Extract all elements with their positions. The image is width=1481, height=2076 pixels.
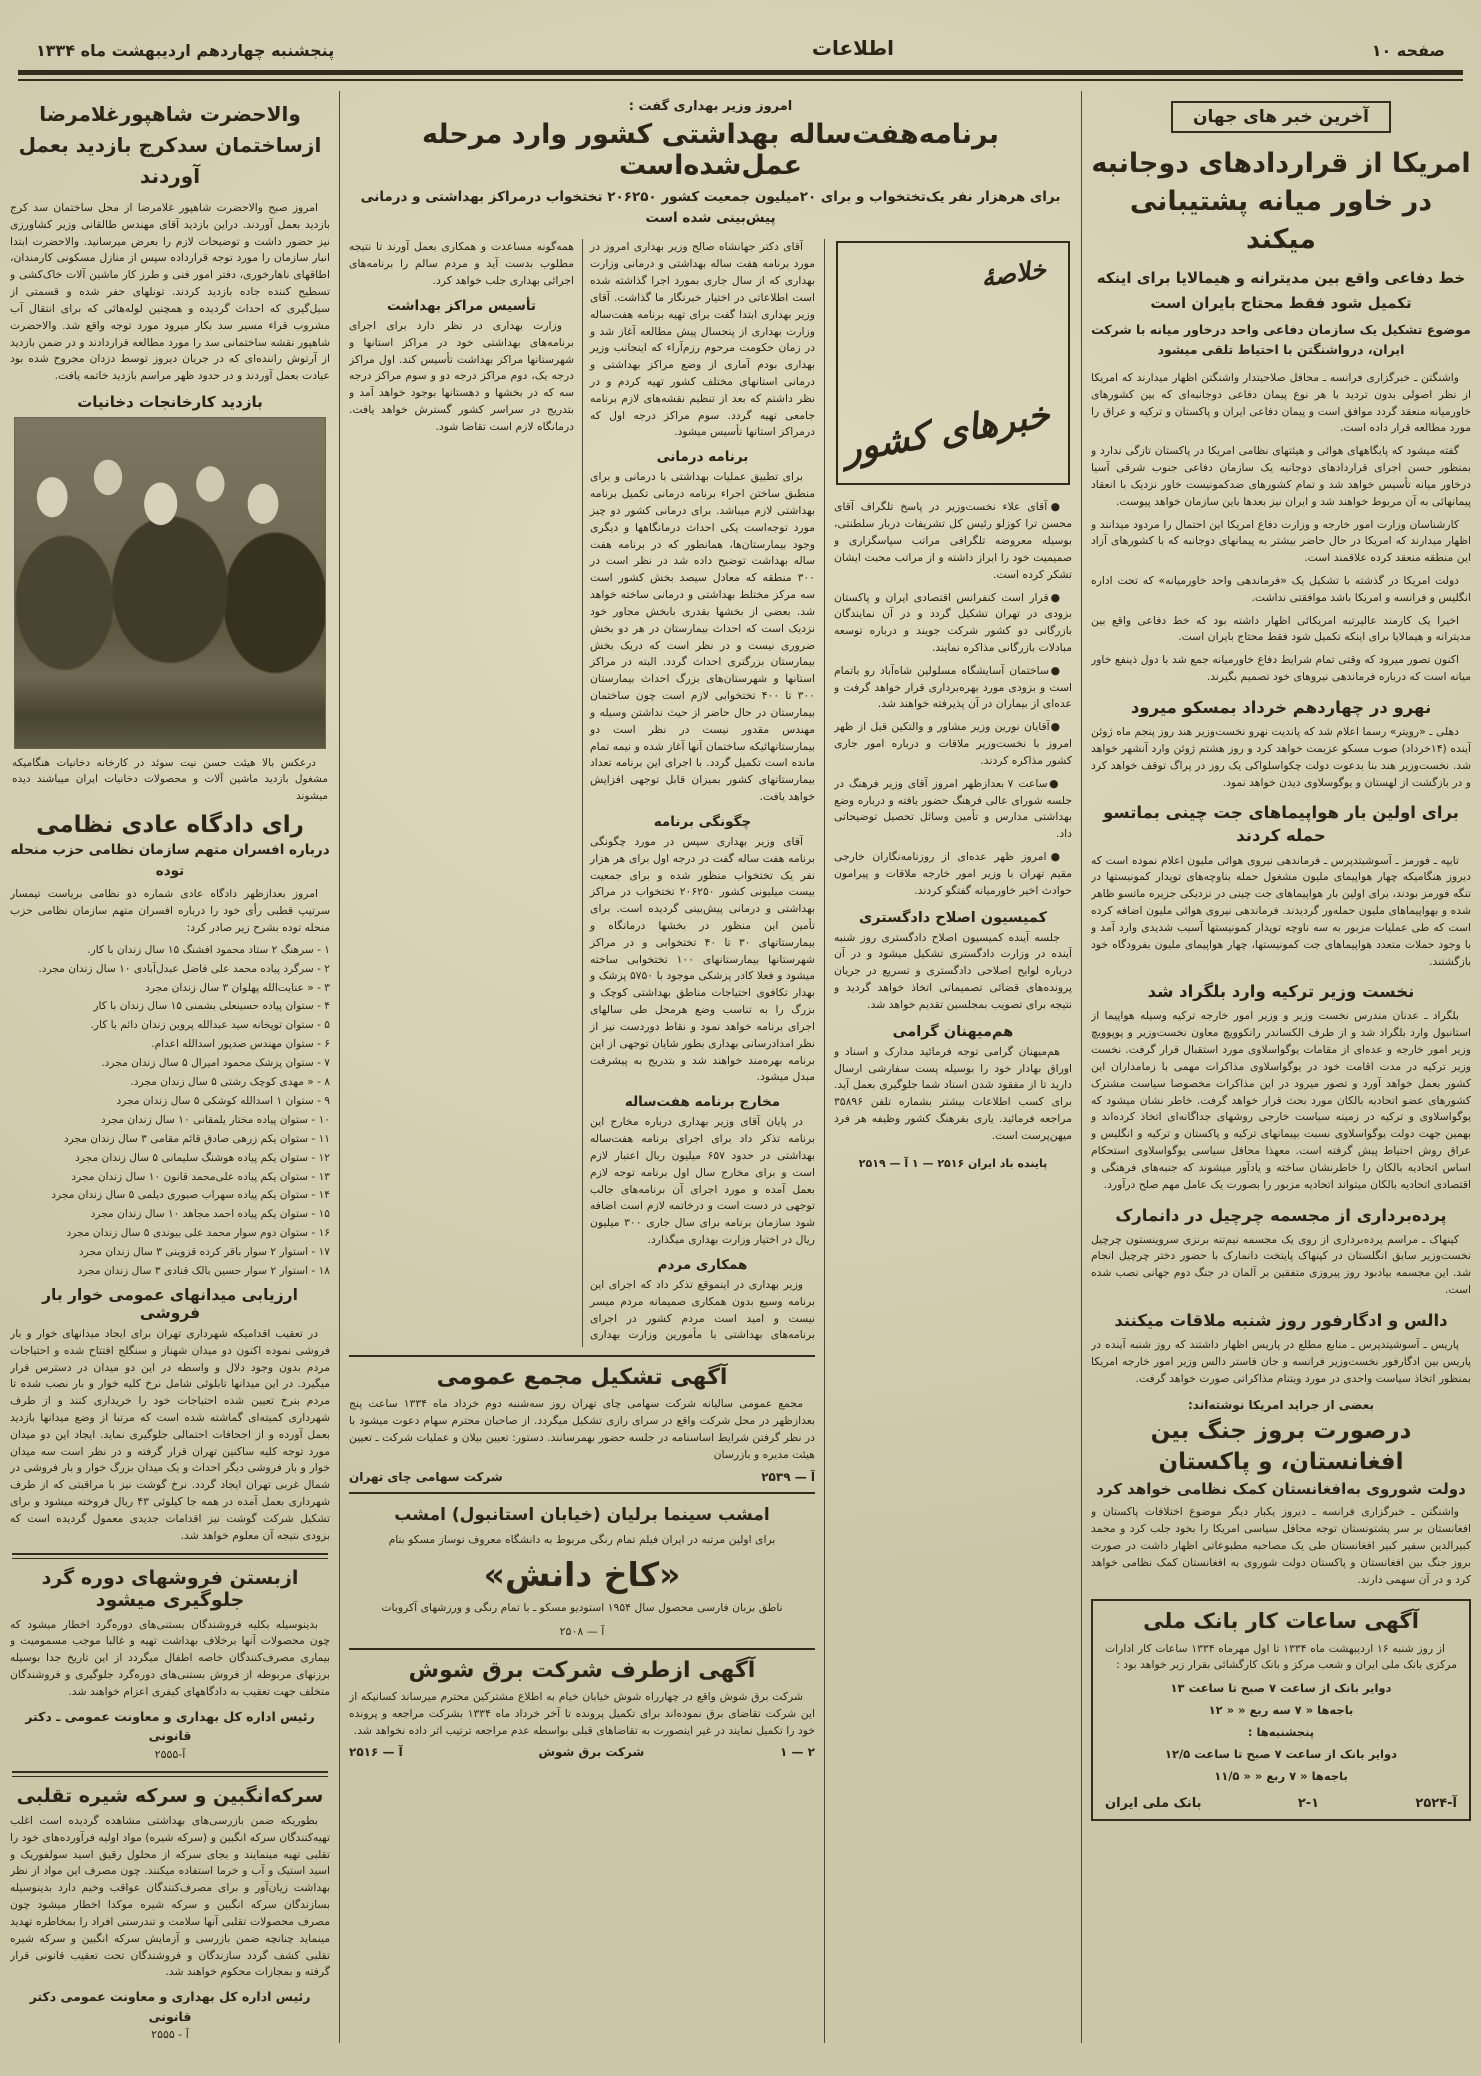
court-verdict-item: ۶ - ستوان مهندس صدپور اسدالله اعدام. bbox=[151, 1038, 330, 1051]
country-brief-item: ●ساعت ۷ بعدازظهر امروز آقای وزیر فرهنگ در جلسه شورای عالی فرهنگ حضور یافته و درباره وضع بهداشتی مدارس و تأمین وسائل تحصیل توضیحاتی داد. bbox=[834, 776, 1072, 841]
world-section-body: پاریس ـ آسوشیتدپرس ـ منابع مطلع در پاریس اظهار داشتند که روز شنبه آینده در پاریس بین ادگارفور نخست‌وزیر فرانسه و جان فاستر دالس وزیر امور خارجه امریکا بمنظور اتخاذ سیاست واحدی در مورد ویتنام مذاکراتی صورت خواهد گرفت. bbox=[1091, 1338, 1471, 1385]
markets-body: در تعقیب اقدامیکه شهرداری تهران برای ایجاد میدانهای خوار و بار فروشی نموده اکنون دو میدان شهناز و سنگلج افتتاح شده و احتیاجات مردم بدون وجود دلال و واسطه در این دو میدان در دسترس قرار میگیرد. در این میدانها تابلوئی شامل نرخ کلیه خوار و بار نصب شده تا مردم بنرخ تعیین شده احتیاجات خود را خریداری کنند و از طرف شهرداری کمیته‌ای گماشته شده است که مرتبا از وضع میدانها بازدید بعمل آورده و از اجحافات احتمالی جلوگیری نماید. ایجاد این دو میدان مورد توجه کلیه ساکنین تهران قرار گرفته و در نظر است سه میدان خوار و بار فروشی دیگر احداث و یک میدان بزرگ خوار و بار فروشی در شمال غربی تهران ایجاد گردد. نرخ گوشت نیز با مراقبتی که از طرف شهرداری بعمل آمده در همه جا کیلوئی ۴۳ ریال فروخته میشود و برای تشکیل شرکت گوشت نیز اقدامات جدیدی معمول گردیده است که بزودی نتیجه آن معلوم خواهد شد. bbox=[10, 1326, 330, 1542]
ad-rule bbox=[349, 1648, 815, 1650]
health-section bbox=[590, 1094, 815, 1249]
health-section-body: برای تطبیق عملیات بهداشتی با درمانی و برای منطبق ساختن اجراء برنامه درمانی تکمیل برنامه بهداشتی لازم میباشد. برای درمانی کشور دو چیز مورد توجه‌است یکی احداث درمانگاهها و دیگری وجود بیمارستان‌ها، همانطور که در برنامه هفت ساله بهداشت توضیح داده شد در نظر است در ۳۰۰ منطقه که معادل سیصد بخش کشور است سه مرکز مختلط بهداشتی و درمانی ساخته خواهد شد. بعضی از بخشها بقدری بابخش مجاور خود نزدیک است که احداث بیمارستان در هر دو بخش ضروری نیست و در نظر است که دریک بخش بیمارستان بزرگتری احداث گردد. البته در مراکز استانها و شهرستان‌های بزرگ احداث بیمارستان ۳۰۰ تا ۴۰۰ تختخوابی لازم است چون ساختمان بیمارستان در حال حاضر از حیث نداشتن وسیله و مهندس مقدور نیست در نظر است دو بیمارستانهائیکه ساختمان آنها آغاز شده و نیمه تمام مانده است تکمیل گردد. با اجرای این برنامه تعداد بیمارستانهای کشور بمیزان قابل توجهی افزایش خواهد یافت. bbox=[590, 470, 815, 804]
court-verdict-item: ۱۶ - ستوان دوم سوار محمد علی بیوندی ۵ سال زندان مجرد bbox=[66, 1227, 330, 1240]
health-subhead: برای هرهزار نفر یک‌تختخواب و برای ۲۰میلیون جمعیت کشور ۲۰۶۲۵۰ تختخواب درمراکز بهداشتی و درمانی پیش‌بینی شده است bbox=[360, 189, 1061, 227]
health-section-body: وزارت بهداری در نظر دارد برای اجرای برنامه‌های بهداشتی خود در مراکز استانها و شهرستانها مراکز بهداشت تأسیس کند. اول مراکز درجه یک، دوم مراکز درجه دو و سوم مراکز درجه سه که در بخشها و دهستانها بوجود خواهد آمد و بتدریج در سراسر کشور گسترش خواهد یافت. درمانگاه لازم است تقاضا شود. bbox=[349, 318, 574, 433]
assembly-ad-footer bbox=[349, 1470, 815, 1484]
world-lead-headline: امریکا از قراردادهای دوجانبه در خاور میانه پشتیبانی میکند bbox=[1091, 148, 1471, 255]
world-section bbox=[1091, 980, 1471, 1193]
header-rule bbox=[18, 70, 1463, 81]
court-verdict-list bbox=[10, 943, 330, 1280]
bank-notice-intro: از روز شنبه ۱۶ اردیبهشت ماه ۱۳۳۴ تا اول مهرماه ۱۳۳۴ ساعات کار ادارات مرکزی بانک ملی ایران و شعب مرکز و بانک کارگشائی بقرار زیر خواهد بود : bbox=[1105, 1641, 1457, 1672]
assembly-ad-signature: شرکت سهامی چای تهران bbox=[349, 1469, 503, 1484]
afghan-kicker: بعضی از جراید امریکا نوشته‌اند: bbox=[1188, 1397, 1374, 1412]
icecream-headline: ازبستن فروشهای دوره گرد جلوگیری میشود bbox=[41, 1566, 299, 1611]
world-news-column bbox=[1091, 91, 1471, 2043]
health-section-title: مخارج برنامه هفت‌ساله bbox=[624, 1094, 781, 1111]
court-intro: امروز بعدازظهر دادگاه عادی شماره دو نظامی بریاست تیمسار سرتیپ قطبی رأی خود را درباره افسران متهم سازمان نظامی حزب منحله توده بشرح زیر صادر کرد: bbox=[10, 887, 330, 934]
country-section-title: هم‌میهنان گرامی bbox=[892, 1023, 1014, 1040]
page-header bbox=[10, 6, 1471, 68]
world-section-title: نهرو در چهاردهم خرداد بمسکو میرود bbox=[1130, 697, 1432, 717]
court-verdict-item: ۲ - سرگرد پیاده محمد علی فاضل عبدل‌آبادی ۱۰ سال زندان مجرد. bbox=[38, 962, 330, 975]
world-section-title: نخست وزیر ترکیه وارد بلگراد شد bbox=[1147, 982, 1415, 1002]
assembly-ad-title: آگهی تشکیل مجمع عمومی bbox=[436, 1365, 728, 1391]
power-ad-signature: شرکت برق شوش bbox=[538, 1745, 645, 1760]
health-section-title: تأسیس مراکز بهداشت bbox=[386, 297, 536, 314]
icecream-body: بدینوسیله بکلیه فروشندگان بستنی‌های دوره‌گرد اخطار میشود که چون محصولات آنها برخلاف بهداشت تهیه و غالبا موجب مسمومیت و بیماری مصرف‌کنندگان خاصه اطفال میگردد از این تاریخ جدا بوسیله برزنهای مربوطه از فروش بستنی‌های دوره‌گرد جلوگیری و فروشندگان متخلف جهت تعقیب به دادگاههای کیفری اعزام خواهند شد. bbox=[10, 1617, 330, 1698]
court-headline: رای دادگاه عادی نظامی bbox=[36, 812, 304, 839]
bank-schedule-row: دوایر بانک از ساعت ۷ صبح تا ساعت ۱۳ bbox=[1170, 1681, 1392, 1696]
health-section-body: وزیر بهداری در اینموقع تذکر داد که اجرای این برنامه وسیع بدون همکاری صمیمانه مردم میسر نیست و امید است مردم کشور در اجرای برنامه‌های بهداشتی با مأمورین وزارت بهداری همه‌گونه مساعدت و همکاری بعمل آورند تا نتیجه مطلوب بدست آید و مردم سالم را برنامه‌های اجرائی بهداری جلب خواهد کرد. bbox=[349, 240, 815, 1342]
cinema-ad bbox=[349, 1502, 815, 1640]
world-paragraph: گفته میشود که پایگاههای هوائی و هیئتهای نظامی امریکا در پاکستان تازگی ندارد و بمنظور حسن اجرای قراردادهای دوجانبه یک سازمان دفاعی جنوب شرقی آسیا درخاور میانه تأسیس خواهد شد و تمام کشورهای ضدکمونیست خاور نزدیک با انعقاد پیمانهائی به آن مربوط خواهند شد و ایران نیز بعدها باین سازمان خواهد پیوست. bbox=[1091, 444, 1471, 508]
country-brief-item: ●آقایان نورین وزیر مشاور و والتکین قبل از ظهر امروز با نخست‌وزیر ملاقات و درباره امور جاری کشور مذاکره کردند. bbox=[834, 720, 1072, 767]
bank-notice-code: آ-۲۵۲۴ bbox=[1415, 1795, 1457, 1811]
cinema-ad-body2: ناطق بزبان فارسی محصول سال ۱۹۵۴ استودیو مسکو ـ با تمام رنگی و ورزشهای آکروبات bbox=[381, 1601, 783, 1615]
ads-stack bbox=[349, 1347, 815, 1761]
vinegar-code: آ - ۲۵۵۵ bbox=[151, 2028, 189, 2042]
cinema-ad-code: آ — ۲۵۰۸ bbox=[559, 1624, 605, 1638]
world-lead-subhead: خط دفاعی واقع بین مدیترانه و هیمالایا برای اینکه تکمیل شود فقط محتاج بایران است bbox=[1096, 269, 1466, 313]
page-body bbox=[10, 91, 1471, 2043]
country-brief-item: ●قرار است کنفرانس اقتصادی ایران و پاکستان بزودی در تهران تشکیل گردد و در آن نمایندگان بازرگانی دو کشور شرکت جویند و درباره توسعه مبادلات بازرگانی مذاکره نمایند. bbox=[834, 590, 1072, 654]
country-section-title: کمیسیون اصلاح دادگستری bbox=[858, 909, 1048, 926]
power-ad-title: آگهی ازطرف شرکت برق شوش bbox=[408, 1658, 756, 1683]
vinegar-headline: سرکه‌انگبین و سرکه شیره تقلبی bbox=[16, 1784, 324, 1807]
health-article-columns bbox=[349, 239, 815, 1347]
health-section-title: برنامه درمانی bbox=[656, 449, 749, 466]
power-ad-footer bbox=[349, 1745, 815, 1759]
country-section bbox=[834, 910, 1072, 1014]
world-section-body: بلگراد ـ عدنان مندرس نخست وزیر و وزیر امور خارجه ترکیه وسیله هواپیما از استانبول وارد بلگراد شد و از طرف الکساندر رانکوویچ معاون نخست‌وزیر و پوپوویچ وزیر امور خارجه و عده‌ای از مقامات یوگواسلاوی مورد استقبال قرار گرفت. نخست وزیر ترکیه در مدت اقامت خود در یوگواسلاوی مذاکرات مهمی با زمامداران این کشور بعمل خواهد آورد و تصور میرود در این مذاکرات مخصوصا سیاست مشترک کشورهای عضو اتحادیه بالکان مورد بحث قرار خواهد گرفت. خاطر نشان میشود که یوگواسلاوی و ترکیه در زمینه سیاست خارجی روشهای جداگانه‌ای اتخاذ کرده‌اند و بهمین جهت دولت یوگواسلاوی نسبت بپیمانهای ترکیه و پاکستان و ترکیه و انگلیس و عراق روش احتیاط پیش گرفته است. معهذا محافل سیاسی یوگواسلاوی استحکام اساس اتحادیه بالکان را خاطرنشان ساخته و یادآور میشوند که جنبه‌های فرهنگی و اقتصادی اتحادیه بالکان میتواند اتحادیه مزبور را بصورت یک عامل مهم صلح درآورد. bbox=[1091, 1009, 1471, 1191]
country-section bbox=[834, 1024, 1072, 1145]
health-section bbox=[590, 449, 815, 806]
health-article-region bbox=[349, 239, 815, 2043]
world-section-title: دالس و ادگارفور روز شنبه ملاقات میکنند bbox=[1114, 1310, 1448, 1330]
court-verdict-item: ۹ - ستوان ۱ اسدالله کوشکی ۵ سال زندان مجرد bbox=[116, 1094, 330, 1107]
health-section bbox=[590, 814, 815, 1086]
assembly-ad-body: مجمع عمومی سالیانه شرکت سهامی چای تهران روز سه‌شنبه دوم خرداد ماه ۱۳۳۴ ساعت پنج بعدازظهر در محل شرکت واقع در سرای رازی تشکیل میگردد. از صاحبان محترم سهام دعوت میشود با در نظر گرفتن شرایط اساسنامه در جلسه حضور بهمرسانند. دستور: تعیین بیلان و عملیات شرکت ـ تعیین هیئت مدیره و بازرسان bbox=[349, 1397, 815, 1461]
country-section-body: جلسه آینده کمیسیون اصلاح دادگستری روز شنبه آینده در وزارت دادگستری تشکیل میشود و در آن درباره لوایح اصلاحی دادگستری و تسریع در جریان پرونده‌های قضائی تصمیماتی اتخاذ خواهد گردید و نتیجه برای تصویب بمجلسین تقدیم خواهد شد. bbox=[834, 930, 1072, 1011]
court-verdict-item: ۱۰ - ستوان پیاده مختار یلمقانی ۱۰ سال زندان مجرد bbox=[100, 1113, 330, 1126]
country-endline: پاینده باد ایران ۲۵۱۶ — ۱ آ — ۲۵۱۹ bbox=[858, 1156, 1048, 1170]
court-verdict-item: ۱۸ - استوار ۲ سوار حسین بالک قنادی ۳ سال زندان مجرد bbox=[77, 1264, 330, 1277]
health-section-title: چگونگی برنامه bbox=[653, 813, 752, 830]
news-photo bbox=[14, 417, 326, 749]
bank-schedule-rows bbox=[1105, 1680, 1457, 1786]
world-section bbox=[1091, 1309, 1471, 1388]
country-brief-item: ●آقای علاء نخست‌وزیر در پاسخ تلگراف آقای محسن ترا کوزلو رئیس کل تشریفات دربار سلطنتی، بوسیله معروضه تلگرافی مراتب سپاسگزاری و صمیمیت خود را ابراز داشته و از مراتب محبت ایشان تشکر کرده است. bbox=[834, 500, 1072, 581]
power-ad-code2: آ — ۲۵۱۶ bbox=[349, 1745, 403, 1760]
world-lead-paragraphs bbox=[1091, 370, 1471, 686]
bank-schedule-row: پنجشنبه‌ها : bbox=[1247, 1725, 1315, 1740]
bank-notice-footer bbox=[1105, 1796, 1457, 1811]
photo-title: بازدید کارخانجات دخانیات bbox=[77, 393, 263, 412]
world-paragraph: واشنگتن ـ خبرگزاری فرانسه ـ محافل صلاحیتدار واشنگتن اظهار میدارند که امریکا از نظر اصولی بدون تردید با هر نوع پیمان دفاعی دوجانبه‌ای که بین کشورهای خاورمیانه منعقد گردد موافق است و پیمان دفاعی ایران و پاکستان و ترکیه و عراق را مورد مطالعه قرار داده است. bbox=[1091, 370, 1471, 435]
karaj-body: امروز صبح والاحضرت شاهپور غلامرضا از محل ساختمان سد کرج بازدید بعمل آوردند. دراین بازدید آقای مهندس طالقانی وزیر کشاورزی نیز حضور داشت و توضیحات لازم را بعرض میرسانید. والاحضرت ابتدا انبار سازمان را مورد توجه قرارداده سپس از منازل مسکونی کارمندان، اطاقهای ناهارخوری، دفتر امور فنی و طرز کار ماشین آلات خاک‌کشی و تسطیح کننده جاده بازدید کردند. تونلهای حفر شده و قسمتی از سیل‌گیری که احداث گردیده و همچنین لوله‌هائی که برای انتقال آب مشروب قراء مسیر سد بکار میرود مورد توجه واقع شد. والاحضرت شاهپور نقشه ساختمانی سد را مورد مطالعه قراردادند و در ضمن بازدید از آرتوش راننده‌ای که در جریان دیروز توسط دزدان مجروح شده بود عیادت بعمل آوردند و در حدود ظهر مراسم بازدید خاتمه یافت. bbox=[10, 201, 330, 383]
column-divider bbox=[824, 239, 825, 2043]
health-section-title: همکاری مردم bbox=[657, 1256, 748, 1273]
court-verdict-item: ۱ - سرهنگ ۲ ستاد محمود افشنگ ۱۵ سال زندان با کار. bbox=[87, 943, 330, 956]
world-paragraph: دولت امریکا در گذشته با تشکیل یک «فرماندهی واحد خاورمیانه» که تحت اداره انگلیس و فرانسه و امریکا باشد موافقتی نداشت. bbox=[1091, 574, 1471, 604]
middle-body bbox=[349, 239, 1072, 2043]
country-brief-item: ●ساختمان آسایشگاه مسلولین شاه‌آباد رو باتمام است و بزودی مورد بهره‌برداری قرار خواهد گرفت و عده‌ای از بیماران در آن پذیرفته خواهند شد. bbox=[834, 663, 1072, 711]
column-divider bbox=[1081, 91, 1082, 2043]
court-verdict-item: ۱۱ - ستوان یکم زرهی صادق قائم مقامی ۳ سال زندان مجرد bbox=[63, 1132, 330, 1145]
court-verdict-item: ۸ - « مهدی کوچک رشتی ۵ سال زندان مجرد. bbox=[130, 1076, 330, 1089]
world-lead-deck: موضوع تشکیل یک سازمان دفاعی واحد درخاور میانه با شرکت ایران، درواشنگتن با احتیاط تلقی میشود bbox=[1091, 321, 1471, 357]
court-verdict-item: ۳ - « عنایت‌الله پهلوان ۳ سال زندان مجرد bbox=[145, 981, 330, 994]
world-section-body: دهلی ـ «رویتر» رسما اعلام شد که پاندیت نهرو نخست‌وزیر هند روز پنجم ماه ژوئن آینده (۱۴خرداد) صوب مسکو عزیمت خواهد کرد و روز هشتم ژوئن وارد آنشهر خواهد شد. نخست‌وزیر هند بنا بدعوت دولت چکواسلواکی یک روز در پراگ توقف خواهد کرد و در بازگشت از لهستان و یوگوسلاوی دیدن خواهد نمود. bbox=[1091, 725, 1471, 789]
court-verdict-item: ۱۴ - ستوان یکم پیاده سهراب صبوری دیلمی ۵ سال زندان مجرد bbox=[51, 1189, 330, 1202]
health-intro: آقای دکتر جهانشاه صالح وزیر بهداری امروز در مورد برنامه هفت ساله بهداشتی و درمانی وزارت بهداری که از سال جاری بمورد اجرا گذاشته شده است اطلاعاتی در اختیار خبرنگار ما گذاشت. آقای وزیر بهداری ابتدا گفت برای تهیه برنامه هفت‌ساله وزارت بهداری از پنجسال پیش مطالعه آغاز شد و در زمان حکومت مرحوم رزم‌آراء که اینجانب وزیر بهداری بودم آماری از وضع مراکز بهداشتی و درمانی استانهای مختلف کشور تهیه کردم و در نظر داشتم که بعد از تنظیم نقشه‌های لازم برنامه جامعی تهیه گردد. سوم مراکز درجه اول که درمراکز استانها تأسیس میشود. bbox=[590, 240, 815, 439]
bank-notice-code2: ۲-۱ bbox=[1297, 1795, 1320, 1811]
court-verdict-item: ۱۲ - ستوان یکم پیاده هوشنگ سلیمانی ۵ سال زندان مجرد bbox=[75, 1151, 330, 1164]
world-section bbox=[1091, 801, 1471, 970]
health-kicker: امروز وزیر بهداری گفت : bbox=[628, 99, 793, 114]
court-verdict-item: ۷ - ستوان پزشک محمود امیرال ۵ سال زندان مجرد. bbox=[101, 1057, 330, 1070]
power-ad-code: ۲ — ۱ bbox=[779, 1745, 815, 1760]
country-summary-box bbox=[836, 241, 1070, 485]
world-section-title: پرده‌برداری از مجسمه چرچیل در دانمارک bbox=[1115, 1205, 1447, 1225]
country-sections bbox=[834, 910, 1072, 1145]
issue-date: پنجشنبه چهاردهم اردیبهشت ماه ۱۳۳۴ bbox=[36, 41, 335, 60]
icecream-signature: رئیس اداره کل بهداری و معاونت عمومی ـ دکتر قانونی bbox=[25, 1708, 315, 1744]
bank-schedule-row: باجه‌ها « ۷ ربع « « ۱۱/۵ bbox=[1214, 1768, 1348, 1783]
masthead: اطلاعات bbox=[811, 36, 895, 60]
page-number: صفحه ۱۰ bbox=[1371, 41, 1445, 60]
power-company-ad bbox=[349, 1658, 815, 1759]
left-column bbox=[10, 91, 330, 2043]
court-verdict-item: ۱۷ - استوار ۲ سوار باقر کرده قزوینی ۳ سال زندان مجرد bbox=[78, 1246, 330, 1259]
court-verdict-item: ۱۳ - ستوان یکم پیاده علی‌محمد قانون ۱۰ سال زندان مجرد bbox=[71, 1170, 330, 1183]
vinegar-signature: رئیس اداره کل بهداری و معاونت عمومی دکتر قانونی bbox=[29, 1989, 311, 2024]
world-section-body: کپنهاک ـ مراسم پرده‌برداری از روی یک مجسمه نیم‌تنه برنزی سروینستون چرچیل نخست‌وزیر سابق انگلستان در کپنهاک پایتخت دانمارک با حضور دختر چرچیل انجام شد. این مجسمه بیادبود روز پیروزی متفقین بر آلمان در جنگ دوم جهانی نصب شده است. bbox=[1091, 1232, 1471, 1297]
country-briefs bbox=[834, 499, 1072, 899]
country-news-column bbox=[834, 239, 1072, 2043]
court-verdict-item: ۱۵ - ستوان یکم پیاده احمد مجاهد ۱۰ سال زندان مجرد bbox=[90, 1208, 330, 1221]
bank-schedule-row: باجه‌ها « ۷ سه ربع « « ۱۲ bbox=[1208, 1703, 1354, 1718]
afghan-subhead: دولت شوروی به‌افغانستان کمک نظامی خواهد کرد bbox=[1096, 1480, 1466, 1499]
court-verdict-item: ۴ - ستوان پیاده حسینعلی بشمنی ۱۵ سال زندان با کار bbox=[93, 1000, 330, 1013]
world-news-box-title: آخرین خبر های جهان bbox=[1171, 101, 1391, 133]
summary-box-word-big: خبرهای کشور bbox=[840, 394, 1053, 472]
world-section-title: برای اولین بار هواپیماهای جت چینی بماتسو حمله کردند bbox=[1103, 803, 1459, 846]
country-section-body: هم‌میهنان گرامی توجه فرمائید مدارک و اسناد و اوراق بهادار خود را بوسیله پست سفارشی ارسال دارید تا از مفقود شدن اسناد شما جلوگیری بعمل آید. برای کسب اطلاعات بیشتر بشماره تلفن ۳۵۸۹۶ مراجعه فرمائید. یاری بفرهنگ کشور وظیفه هر فرد میهن‌پرست است. bbox=[834, 1044, 1072, 1142]
karaj-headline: والاحضرت شاهپورغلامرضا ازساختمان سدکرج بازدید بعمل آوردند bbox=[18, 102, 322, 188]
bank-signature: بانک ملی ایران bbox=[1105, 1795, 1202, 1811]
ad-rule bbox=[349, 1492, 815, 1494]
world-section bbox=[1091, 1204, 1471, 1299]
summary-box-word-small: خلاصهٔ bbox=[979, 254, 1048, 293]
afghan-headline: درصورت بروز جنگ بین افغانستان، و پاکستان bbox=[1150, 1418, 1412, 1476]
icecream-code: آ-۲۵۵۵ bbox=[154, 1747, 186, 1761]
health-section-body: آقای وزیر بهداری سپس در مورد چگونگی برنامه هفت ساله گفت در درجه اول برای هر هزار نفر یک تختخواب منظور شده و برای جمعیت بیست میلیونی کشور ۲۰۶۲۵۰ تختخواب در مراکز بهداشتی و درمانی پیش‌بینی گردیده است. برای تأمین این منظور در بخشها درمانگاه و بیمارستانهای ۳۰ تا ۴۰ تختخوابی و در مراکز شهرستانها بیمارستانهای ۱۰۰ تختخوابی ساخته میشود و فعلا کادر پزشکی موجود با ۵۷۵۰ پزشک و بهدار تکافوی احتیاجات مناطق بهداشتی کوچک و بزرگ را به تناسب وضع هرمحل طی سالهای اجرای برنامه خواهد نمود و نقاط دوردست نیز از نظر امدادرسانی بهداری بطور شایان توجهی از این برنامه بهره‌مند خواهند شد و بتدریج به پیشرفت مبدل میشود. bbox=[590, 834, 815, 1084]
assembly-ad-code: آ — ۲۵۳۹ bbox=[761, 1469, 815, 1484]
world-section-body: تایپه ـ فورمز ـ آسوشیتدپرس ـ فرماندهی نیروی هوائی ملیون اعلام نموده است که دیروز هنگامیکه چهار هواپیمای ملیون مشغول حمله بناوچه‌های توپدار کمونیستها در تنگه فورمز بودند، برای اولین بار هواپیماهای جت چینی در نزدیکی جزیره ماتسو ظاهر شده و بهواپیماهای ملیون حمله‌ور گردیدند. فرماندهی نیروی هوائی ملیون اضافه کرده است که طی عملیات مزبور به سه ناوچه توپدار کمونیستها آسیب شدیدی وارد آمد و با وجود حملات متعدد هواپیماهای جت کمونیستها، چهار هواپیمای ملیون بفرودگاه خود بازگشتند. bbox=[1091, 853, 1471, 968]
world-paragraph: کارشناسان وزارت امور خارجه و وزارت دفاع امریکا این احتمال را مردود میدانند و اظهار میدارند که امریکا در حال حاضر بیشتر به پیمانهای دوجانبه که با کشورهای آزاد این منطقه منعقد کرده علاقمند است. bbox=[1091, 517, 1471, 565]
afghan-body: واشنگتن ـ خبرگزاری فرانسه ـ دیروز یکبار دیگر موضوع اختلافات پاکستان و افغانستان بر سر پشتونستان توجه محافل سیاسی امریکا را بخود جلب کرد و محمد کبیرالدین سفیر کبیر افغانستان طی یک مصاحبه مطبوعاتی اظهار داشت در صورت بروز جنگ بین افغانستان و پاکستان دولت شوروی به افغانستان کمک نظامی خواهد کرد و در آن سهمی دارند. bbox=[1091, 1505, 1471, 1586]
section-rule bbox=[12, 1553, 328, 1559]
world-sections bbox=[1091, 696, 1471, 1388]
court-verdict-item: ۵ - ستوان توپخانه سید عبدالله پروین زندان دائم با کار. bbox=[90, 1019, 330, 1032]
markets-headline: ارزیابی میدانهای عمومی خوار بار فروشی bbox=[42, 1285, 298, 1322]
bank-schedule-row: دوایر بانک از ساعت ۷ صبح تا ساعت ۱۲/۵ bbox=[1164, 1746, 1398, 1761]
photo-caption: درعکس بالا هیئت حسن نیت سوئد در کارخانه دخانیات هنگامیکه مشغول بازدید ماشین آلات و محصولات دخانیات ایران میباشند دیده میشوند bbox=[12, 757, 328, 802]
vinegar-body: بطوریکه ضمن بازرسی‌های بهداشتی مشاهده گردیده است اغلب تهیه‌کنندگان سرکه انگبین و (سرکه شیره) مواد اولیه فرآورده‌های خود را تقلبی تهیه مینمایند و بجای سرکه از محلول رقیق اسید سولفوریک و اسید استیک و آب و خرما استفاده میکنند. چون مصرف این مواد از نظر بهداشت زیان‌آور و برای مصرف‌کنندگان عواقب وخیم دارد بدینوسیله بسازندگان سرکه انگبین و سرکه شیره موکدا اخطار میشود چون مصرف محصولات تقلبی آنها سلامت و تندرستی افراد را بمخاطره تهدید مینماید چنانچه ضمن بازرسی و آزمایش سرکه انگبین و سرکه شیره تقلبی کشف گردد سازندگان و فروشندگان تحت تعقیب قانونی قرار گرفته و بمجازات محکوم خواهند شد. bbox=[10, 1813, 330, 1979]
column-divider bbox=[339, 91, 340, 2043]
cinema-ad-body: برای اولین مرتبه در ایران فیلم تمام رنگی مربوط به دانشگاه معروف نوساز مسکو بنام bbox=[388, 1533, 776, 1547]
cinema-ad-header: امشب سینما برلیان (خیابان استانبول) امشب bbox=[394, 1504, 770, 1525]
health-section bbox=[349, 298, 574, 436]
world-section bbox=[1091, 696, 1471, 791]
bank-notice-box bbox=[1091, 1599, 1471, 1821]
world-paragraph: اخیرا یک کارمند عالیرتبه امریکائی اظهار داشته بود که خط دفاعی واقع بین مدیترانه و هیمالایا برای اینکه تکمیل شود فقط محتاج بایران است. bbox=[1091, 613, 1471, 644]
assembly-ad bbox=[349, 1365, 815, 1483]
health-section-body: در پایان آقای وزیر بهداری درباره مخارج این برنامه تذکر داد برای اجرای برنامه هفت‌ساله بهداشتی در حدود ۶۵۷ میلیون ریال اعتبار لازم است و برای مخارج سال اول برنامه توجه لازم بعمل آمده و مورد اجرای آن برنامه‌های جالب توجهی در دست است و درخاتمه لازم است اضافه شود سازمان برنامه برای سال جاری ۳۰۰ میلیون ریال در اختیار وزارت بهداری میگذارد. bbox=[590, 1115, 815, 1247]
section-rule bbox=[12, 1771, 328, 1777]
middle-zone bbox=[349, 91, 1072, 2043]
cinema-film-title: «کاخ دانش» bbox=[483, 1555, 681, 1595]
health-headline: برنامه‌هفت‌ساله بهداشتی کشور وارد مرحله عمل‌شده‌است bbox=[422, 119, 999, 182]
bank-notice-title: آگهی ساعات کار بانک ملی bbox=[1143, 1608, 1419, 1633]
power-ad-body: شرکت برق شوش واقع در چهارراه شوش خیابان خیام به اطلاع مشترکین محترم میرساند کسانیکه از این شرکت تقاضای برق نموده‌اند برای تکمیل پرونده تا آخر خرداد ماه ۱۳۳۴ بشرکت مراجعه و پرونده خود را تکمیل نمایند در غیر اینصورت به تقاضاهای قبلی بواسطه عدم مراجعه ترتیب اثر داده نخواهد شد. bbox=[349, 1690, 815, 1737]
country-brief-item: ●امروز ظهر عده‌ای از روزنامه‌نگاران خارجی مقیم تهران با وزیر امور خارجه ملاقات و پیرامون حوادث اخیر خاورمیانه گفتگو کردند. bbox=[834, 850, 1072, 897]
world-paragraph: اکنون تصور میرود که وقتی تمام شرایط دفاع خاورمیانه جمع شد با دول ذینفع خاور میانه است که درباره فرماندهی نیروهای خود تصمیم بگیرند. bbox=[1091, 653, 1471, 684]
ad-rule bbox=[349, 1355, 815, 1357]
court-subhead: درباره افسران متهم سازمان نظامی حزب منحله توده bbox=[10, 842, 330, 880]
